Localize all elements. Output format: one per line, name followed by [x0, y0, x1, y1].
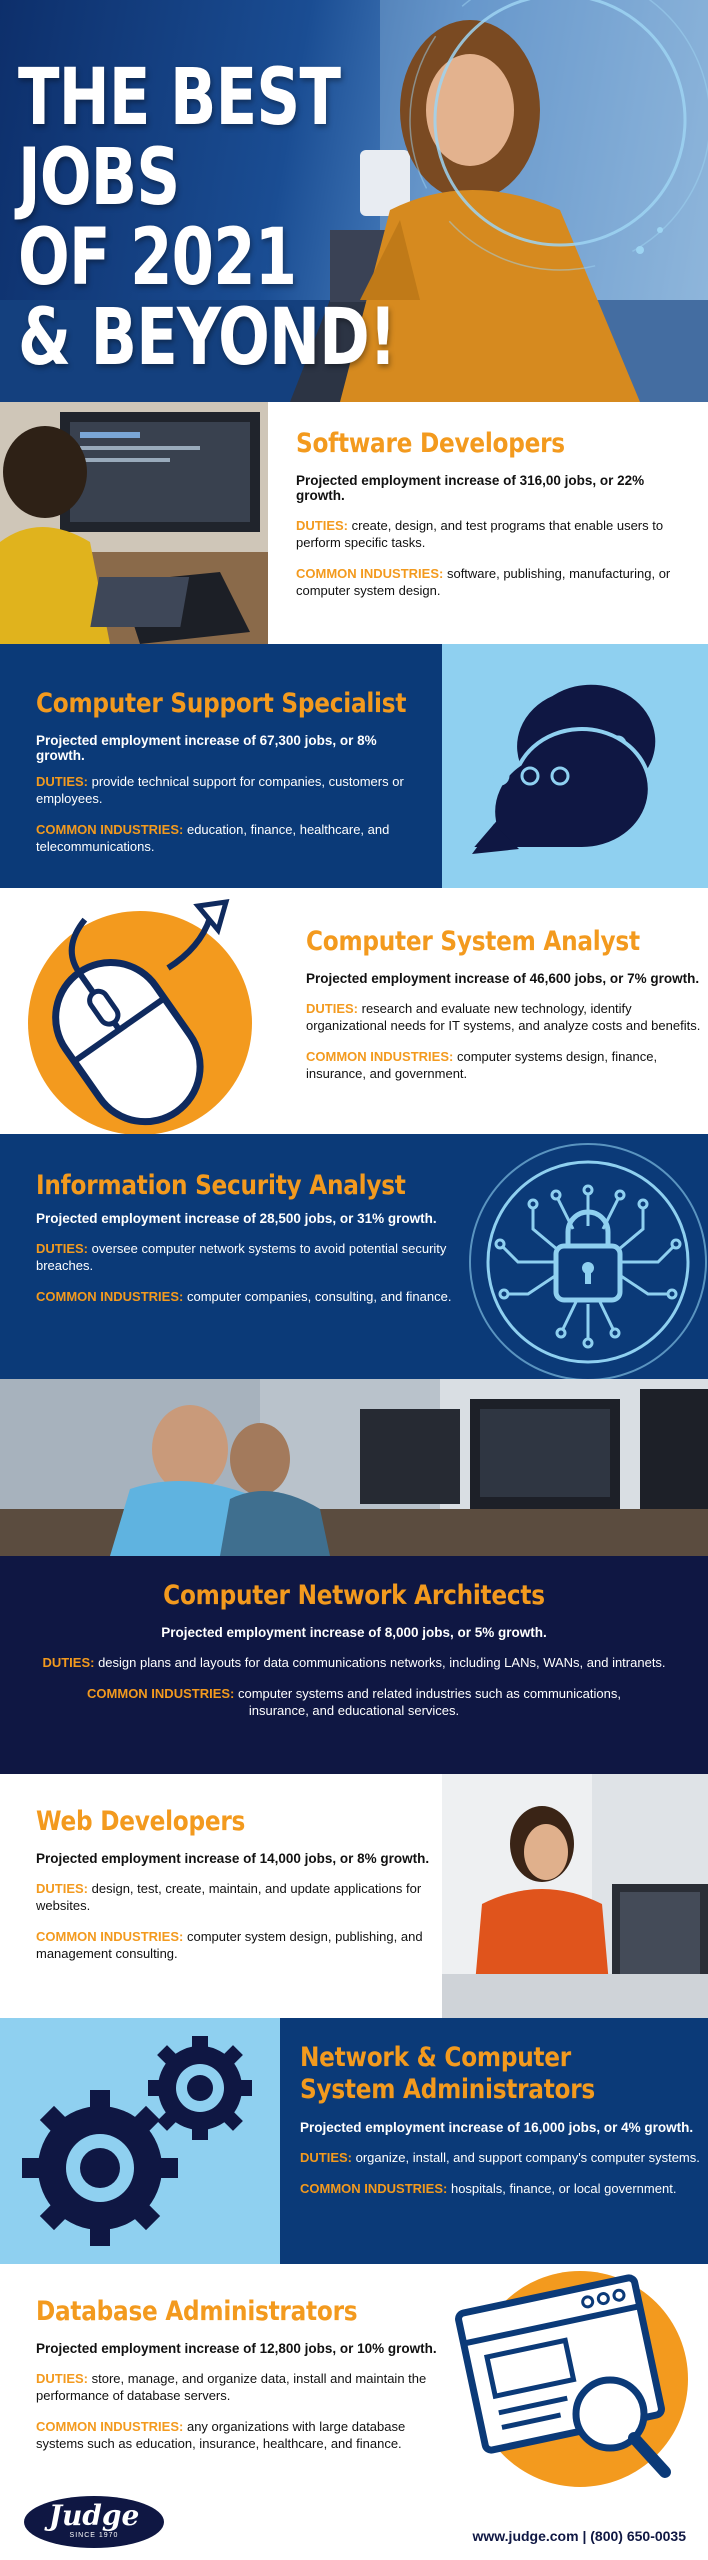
job-duties: [36, 1880, 436, 1914]
hero-title-line-1: THE BEST JOBS: [18, 53, 341, 223]
chat-bubbles-icon: [442, 644, 708, 888]
job-industries: [36, 1288, 456, 1305]
gears-panel: [0, 2018, 280, 2264]
job-title: [300, 2042, 644, 2106]
duties-label: DUTIES:: [36, 1241, 88, 1256]
job-industries: [30, 1685, 678, 1719]
industries-label: COMMON INDUSTRIES:: [36, 822, 184, 837]
industries-label: COMMON INDUSTRIES:: [36, 1289, 184, 1304]
duties-text: create, design, and test programs that enable users to perform specific tasks.: [296, 518, 664, 550]
duties-text: oversee computer network systems to avoid potential security breaches.: [36, 1241, 447, 1273]
logo-since: SINCE 1970: [69, 2532, 119, 2539]
hero-banner: [0, 0, 708, 402]
job-title: Computer Support Specialist: [36, 688, 407, 719]
job-title: Information Security Analyst: [36, 1170, 406, 1201]
duties-text: provide technical support for companies, customers or employees.: [36, 774, 404, 806]
job-duties: [36, 2370, 446, 2404]
job-industries: [36, 821, 416, 855]
duties-label: DUTIES:: [36, 774, 88, 789]
duties-text: design, test, create, maintain, and update applications for websites.: [36, 1881, 422, 1913]
job-industries: [300, 2180, 700, 2197]
job-industries: [36, 1928, 436, 1962]
job-title-line-2: System Administrators: [300, 2074, 595, 2105]
industries-text: education, finance, healthcare, and telecommunications.: [36, 822, 390, 854]
circuit-lock-icon: [438, 1134, 708, 1379]
duties-label: DUTIES:: [296, 518, 348, 533]
job-duties: [36, 773, 416, 807]
industries-text: hospitals, finance, or local government.: [450, 2181, 677, 2196]
duties-label: DUTIES:: [36, 1881, 88, 1896]
job-projection: Projected employment increase of 8,000 jobs, or 5% growth.: [161, 1625, 547, 1640]
duties-label: DUTIES:: [306, 1001, 358, 1016]
industries-text: software, publishing, manufacturing, or computer system design.: [296, 566, 671, 598]
industries-label: COMMON INDUSTRIES:: [36, 2419, 184, 2434]
job-duties: [306, 1000, 702, 1034]
job-computer-support-specialist: [0, 644, 708, 888]
browser-search-icon: [450, 2264, 700, 2494]
photo-developer-laptop: [0, 402, 268, 644]
industries-label: COMMON INDUSTRIES:: [306, 1049, 454, 1064]
chat-bubbles-panel: [442, 644, 708, 888]
job-computer-system-analyst: [0, 888, 708, 1134]
job-duties: [300, 2149, 700, 2166]
hero-title: [18, 53, 424, 383]
job-web-developers: [0, 1774, 708, 2018]
industries-label: COMMON INDUSTRIES:: [296, 566, 444, 581]
industries-text: computer systems and related industries such as communications, insurance, and educational services.: [238, 1686, 621, 1718]
job-industries: [306, 1048, 702, 1082]
duties-text: store, manage, and organize data, install and maintain the performance of database servers.: [36, 2371, 427, 2403]
job-title: Database Administrators: [36, 2296, 358, 2327]
job-industries: [296, 565, 696, 599]
hero-title-line-3: & BEYOND!: [18, 293, 396, 383]
job-network-system-administrators: [0, 2018, 708, 2264]
job-title: Computer System Analyst: [306, 926, 640, 957]
computer-mouse-icon: [0, 888, 280, 1134]
industries-label: COMMON INDUSTRIES:: [36, 1929, 184, 1944]
job-duties: [36, 1240, 456, 1274]
duties-label: DUTIES:: [42, 1655, 95, 1670]
gears-icon: [0, 2018, 280, 2264]
logo-text: Judge: [48, 2499, 140, 2532]
job-duties: [30, 1654, 678, 1671]
job-title-line-1: Network & Computer: [300, 2042, 571, 2073]
office-photo: [0, 1379, 708, 1556]
job-database-administrators: [0, 2264, 708, 2560]
footer-contact[interactable]: www.judge.com | (800) 650-0035: [472, 2528, 686, 2544]
duties-text: organize, install, and support company's computer systems.: [355, 2150, 700, 2165]
job-duties: [296, 517, 696, 551]
duties-label: DUTIES:: [36, 2371, 88, 2386]
industries-label: COMMON INDUSTRIES:: [300, 2181, 448, 2196]
duties-text: research and evaluate new technology, identify organizational needs for IT systems, and analyze costs and benefits.: [306, 1001, 701, 1033]
job-industries: [36, 2418, 446, 2452]
industries-text: computer companies, consulting, and finance.: [186, 1289, 452, 1304]
duties-text: design plans and layouts for data communications networks, including LANs, WANs, and intranets.: [98, 1655, 666, 1670]
job-title: Software Developers: [296, 428, 565, 459]
job-computer-network-architects: [0, 1556, 708, 1774]
job-projection: Projected employment increase of 67,300 jobs, or 8% growth.: [36, 733, 377, 763]
industries-label: COMMON INDUSTRIES:: [87, 1686, 235, 1701]
job-title: Web Developers: [36, 1806, 246, 1837]
job-projection: Projected employment increase of 14,000 jobs, or 8% growth.: [36, 1851, 430, 1866]
job-projection: Projected employment increase of 28,500 jobs, or 31% growth.: [36, 1211, 437, 1226]
job-title: Computer Network Architects: [163, 1580, 545, 1611]
duties-label: DUTIES:: [300, 2150, 352, 2165]
photo-woman-at-computer: [442, 1774, 708, 2018]
hero-title-line-2: OF 2021: [18, 213, 297, 303]
job-software-developers: [0, 402, 708, 644]
industries-text: computer system design, publishing, and management consulting.: [36, 1929, 423, 1961]
job-projection: Projected employment increase of 46,600 jobs, or 7% growth.: [306, 971, 700, 986]
industries-text: any organizations with large database systems such as education, insurance, healthcare, and finance.: [36, 2419, 406, 2451]
judge-logo: [24, 2496, 164, 2548]
job-projection: Projected employment increase of 12,800 jobs, or 10% growth.: [36, 2341, 437, 2356]
job-projection: Projected employment increase of 316,00 jobs, or 22% growth.: [296, 473, 645, 503]
job-projection: Projected employment increase of 16,000 jobs, or 4% growth.: [300, 2120, 694, 2135]
industries-text: computer systems design, finance, insurance, and government.: [306, 1049, 658, 1081]
job-information-security-analyst: [0, 1134, 708, 1379]
photo-workers-at-computers: [0, 1379, 708, 1556]
